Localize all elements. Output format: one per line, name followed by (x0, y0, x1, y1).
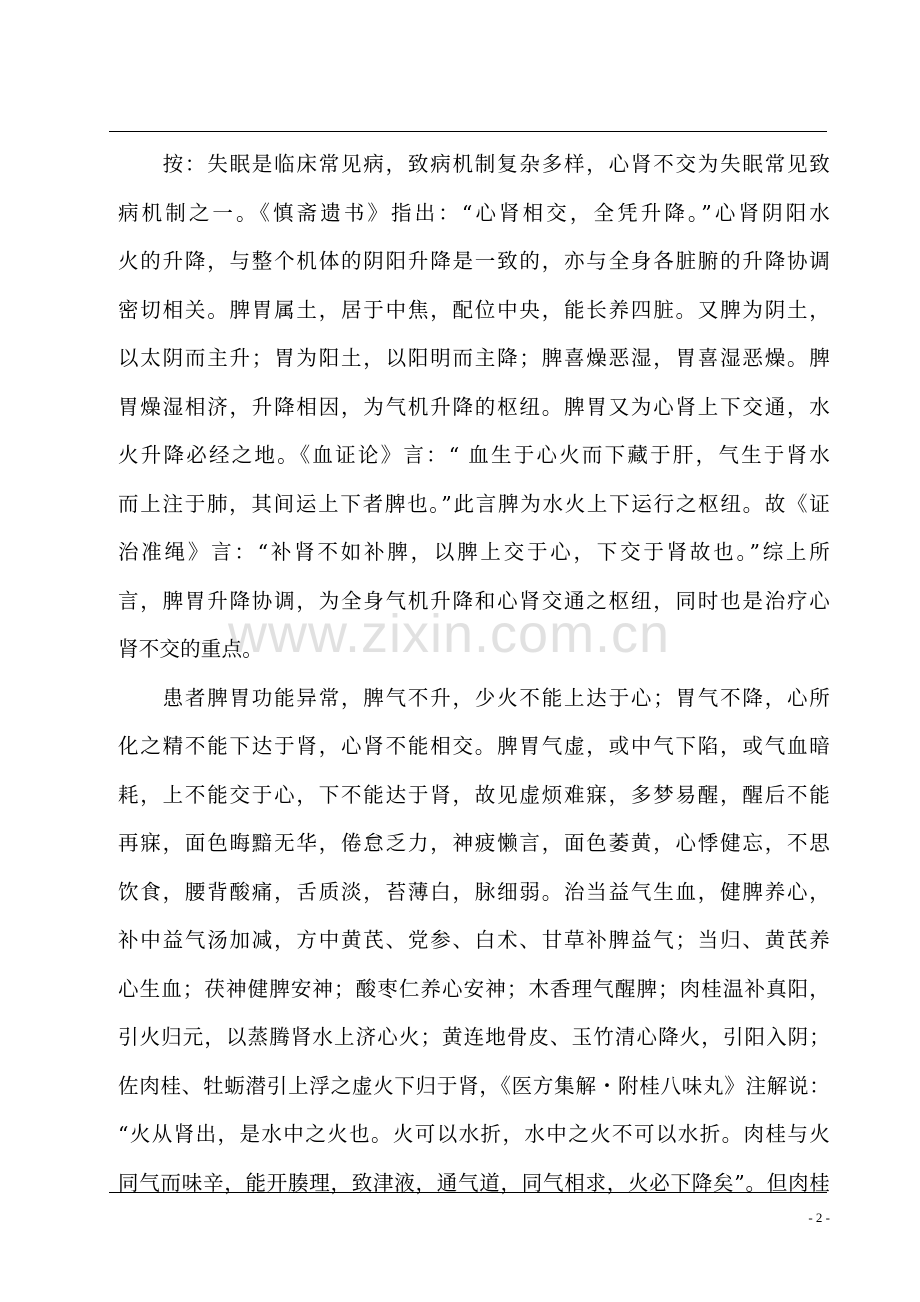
text-line: 引火归元，以蒸腾肾水上济心火；黄连地骨皮、玉竹清心降火，引阳入阴； (118, 1025, 830, 1049)
text-line: 言，脾胃升降协调，为全身气机升降和心肾交通之枢纽，同时也是治疗心 (118, 588, 830, 613)
text-line: 按：失眠是临床常见病，致病机制复杂多样，心肾不交为失眠常见致 (118, 152, 830, 176)
text-line: 密切相关。脾胃属土，居于中焦，配位中央，能长养四脏。又脾为阴土， (118, 297, 830, 322)
text-line: 肾不交的重点。 (118, 637, 263, 661)
text-line: 佐肉桂、牡蛎潜引上浮之虚火下归于肾，《医方集解・附桂八味丸》注解说： (118, 1073, 830, 1098)
text-line: 同气而味辛，能开腠理，致津液，通气道，同气相求，火必下降矣”。但肉桂 (118, 1170, 830, 1195)
text-line: “火从肾出，是水中之火也。火可以水折，水中之火不可以水折。肉桂与火 (118, 1122, 830, 1146)
text-line: 胃燥湿相济，升降相因，为气机升降的枢纽。脾胃又为心肾上下交通，水 (118, 394, 830, 419)
text-line: 再寐，面色晦黯无华，倦怠乏力，神疲懒言，面色萎黄，心悸健忘，不思 (118, 831, 830, 855)
text-line: 心生血；茯神健脾安神；酸枣仁养心安神；木香理气醒脾；肉桂温补真阳， (118, 976, 830, 1001)
body-text (118, 140, 830, 1207)
text-line: 化之精不能下达于肾，心肾不能相交。脾胃气虚，或中气下陷，或气血暗 (118, 734, 830, 758)
header-rule (109, 131, 827, 132)
footer-rule (109, 1192, 827, 1193)
text-line: 火的升降，与整个机体的阴阳升降是一致的，亦与全身各脏腑的升降协调 (118, 249, 830, 273)
text-line: 补中益气汤加减，方中黄芪、党参、白术、甘草补脾益气；当归、黄芪养 (118, 928, 830, 952)
text-line: 以太阴而主升；胃为阳土，以阳明而主降；脾喜燥恶湿，胃喜湿恶燥。脾 (118, 346, 830, 370)
page-number: - 2 - (808, 1210, 830, 1225)
text-line: 而上注于肺，其间运上下者脾也。”此言脾为水火上下运行之枢纽。故《证 (118, 491, 830, 516)
text-line: 治准绳》言：“补肾不如补脾，以脾上交于心，下交于肾故也。”综上所 (118, 540, 830, 564)
text-line: 耗，上不能交于心，下不能达于肾，故见虚烦难寐，多梦易醒，醒后不能 (118, 782, 830, 807)
watermark: www.zixin.com.cn (228, 604, 671, 664)
text-line: 病机制之一。《慎斋遗书》指出：“心肾相交，全凭升降。”心肾阴阳水 (118, 200, 830, 225)
text-line: 患者脾胃功能异常，脾气不升，少火不能上达于心；胃气不降，心所 (118, 685, 830, 710)
text-line: 火升降必经之地。《血证论》言：“ 血生于心火而下藏于肝，气生于肾水 (118, 443, 830, 467)
text-line: 饮食，腰背酸痛，舌质淡，苔薄白，脉细弱。治当益气生血，健脾养心， (118, 879, 830, 904)
